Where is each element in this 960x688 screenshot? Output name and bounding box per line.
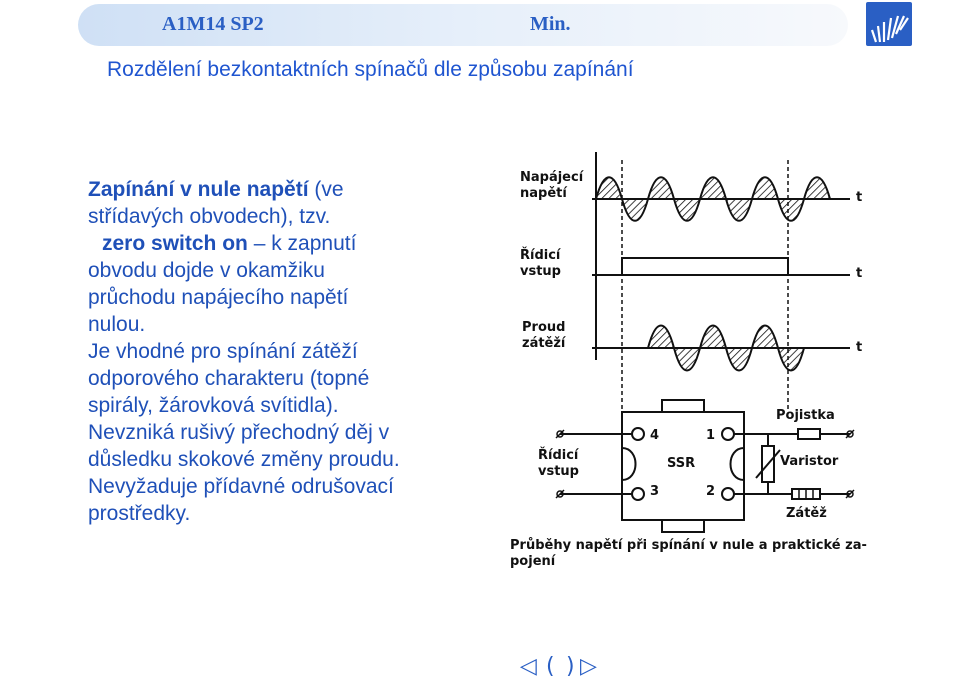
terminal-4: [632, 428, 644, 440]
nav-close-paren: ): [566, 654, 575, 679]
body-line: Zapínání v nule napětí (ve: [88, 178, 344, 201]
nav-open-paren: (: [546, 654, 555, 679]
axis-t-supply: t: [856, 190, 863, 205]
ssr-tab-bottom: [662, 520, 704, 532]
label-control-input: Řídicí vstup: [520, 248, 561, 279]
fuse-symbol: [798, 429, 820, 439]
label-load: Zátěž: [786, 506, 827, 521]
terminal-1: [722, 428, 734, 440]
label-load-current: Proud zátěží: [522, 320, 566, 351]
label-ssr-control-input: Řídicí vstup: [538, 448, 579, 479]
body-line: důsledku skokové změny proudu.: [88, 448, 400, 471]
label-varistor: Varistor: [780, 454, 839, 469]
body-line: odporového charakteru (topné: [88, 367, 370, 390]
load-current-wave: [648, 326, 804, 371]
pin-1: 1: [706, 428, 716, 443]
body-text: [88, 176, 468, 527]
body-line: Je vhodné pro spínání zátěží: [88, 340, 358, 363]
pin-3: 3: [650, 484, 660, 499]
slide-title: Rozdělení bezkontaktních spínačů dle způsobu zapínání: [107, 58, 634, 81]
figure-caption: Průběhy napětí při spínání v nule a praktické za- pojení: [510, 538, 867, 569]
university-logo-icon: [866, 2, 912, 46]
control-signal: [596, 258, 788, 275]
label-ssr: SSR: [667, 456, 696, 471]
body-line: Nevyžaduje přídavné odrušovací: [88, 475, 394, 498]
supply-voltage-wave: [596, 177, 830, 221]
ssr-figure: [480, 150, 900, 586]
pin-2: 2: [706, 484, 716, 499]
terminal-2: [722, 488, 734, 500]
next-slide-button[interactable]: ▷: [580, 654, 597, 679]
course-code: A1M14 SP2: [162, 13, 264, 35]
prev-slide-button[interactable]: ◁: [520, 654, 537, 679]
pin-4: 4: [650, 428, 660, 443]
axis-t-current: t: [856, 340, 863, 355]
waveform-diagram: [480, 150, 900, 586]
body-line: obvodu dojde v okamžiku: [88, 259, 325, 282]
label-supply-voltage: Napájecí napětí: [520, 170, 584, 201]
header-tag: Min.: [530, 13, 571, 35]
label-fuse: Pojistka: [776, 408, 835, 423]
terminal-3: [632, 488, 644, 500]
body-line: střídavých obvodech), tzv.: [88, 205, 331, 228]
body-line: spirály, žárovková svítidla).: [88, 394, 339, 417]
slide-navigation: [520, 652, 600, 682]
body-line: nulou.: [88, 313, 146, 336]
ssr-tab-top: [662, 400, 704, 412]
body-line: zero switch on – k zapnutí: [102, 232, 357, 255]
body-line: prostředky.: [88, 502, 191, 525]
body-line: Nevzniká rušivý přechodný děj v: [88, 421, 390, 444]
axis-t-control: t: [856, 266, 863, 281]
body-line: průchodu napájecího napětí: [88, 286, 349, 309]
